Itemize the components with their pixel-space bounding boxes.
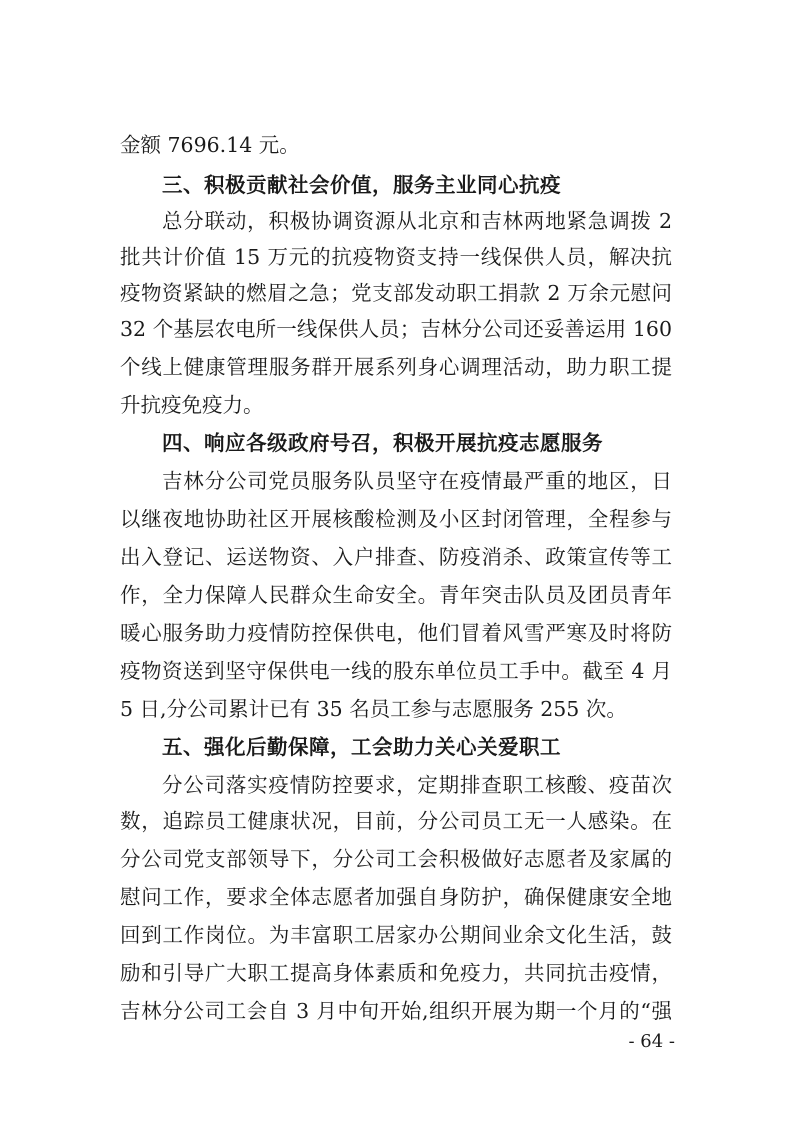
paragraph-line: 批共计价值 15 万元的抗疫物资支持一线保供人员，解决抗 [120, 245, 672, 269]
paragraph-line: 金额 7696.14 元。 [120, 133, 300, 157]
paragraph-line: 吉林分公司工会自 3 月中旬开始,组织开展为期一个月的“强 [120, 999, 672, 1023]
paragraph-line: 慰问工作，要求全体志愿者加强自身防护，确保健康安全地 [120, 885, 672, 909]
paragraph-line: 暖心服务助力疫情防控保供电，他们冒着风雪严寒及时将防 [120, 621, 672, 645]
paragraph-line: 个线上健康管理服务群开展系列身心调理活动，助力职工提 [120, 355, 672, 379]
paragraph-line: 回到工作岗位。为丰富职工居家办公期间业余文化生活，鼓 [120, 923, 672, 947]
section-heading-5: 五、强化后勤保障，工会助力关心关爱职工 [162, 735, 561, 759]
paragraph-line: 以继夜地协助社区开展核酸检测及小区封闭管理，全程参与 [120, 507, 672, 531]
section-heading-4: 四、响应各级政府号召，积极开展抗疫志愿服务 [162, 431, 603, 455]
paragraph-line: 分公司落实疫情防控要求，定期排查职工核酸、疫苗次 [162, 773, 672, 797]
paragraph-line: 励和引导广大职工提高身体素质和免疫力，共同抗击疫情， [120, 961, 672, 985]
paragraph-line: 总分联动，积极协调资源从北京和吉林两地紧急调拨 2 [162, 209, 672, 233]
section-heading-3: 三、积极贡献社会价值，服务主业同心抗疫 [162, 173, 561, 197]
page-number: - 64 - [628, 1031, 675, 1052]
paragraph-line: 疫物资送到坚守保供电一线的股东单位员工手中。截至 4 月 [120, 659, 672, 683]
paragraph-line: 疫物资紧缺的燃眉之急；党支部发动职工捐款 2 万余元慰问 [120, 281, 672, 305]
paragraph-line: 作，全力保障人民群众生命安全。青年突击队员及团员青年 [120, 583, 672, 607]
paragraph-line: 升抗疫免疫力。 [120, 393, 264, 417]
paragraph-line: 分公司党支部领导下，分公司工会积极做好志愿者及家属的 [120, 847, 672, 871]
paragraph-line: 5 日,分公司累计已有 35 名员工参与志愿服务 255 次。 [120, 697, 627, 721]
paragraph-line: 吉林分公司党员服务队员坚守在疫情最严重的地区，日 [162, 469, 672, 493]
paragraph-line: 数，追踪员工健康状况，目前，分公司员工无一人感染。在 [120, 809, 672, 833]
paragraph-line: 出入登记、运送物资、入户排查、防疫消杀、政策宣传等工 [120, 545, 672, 569]
paragraph-line: 32 个基层农电所一线保供人员；吉林分公司还妥善运用 160 [120, 317, 672, 341]
